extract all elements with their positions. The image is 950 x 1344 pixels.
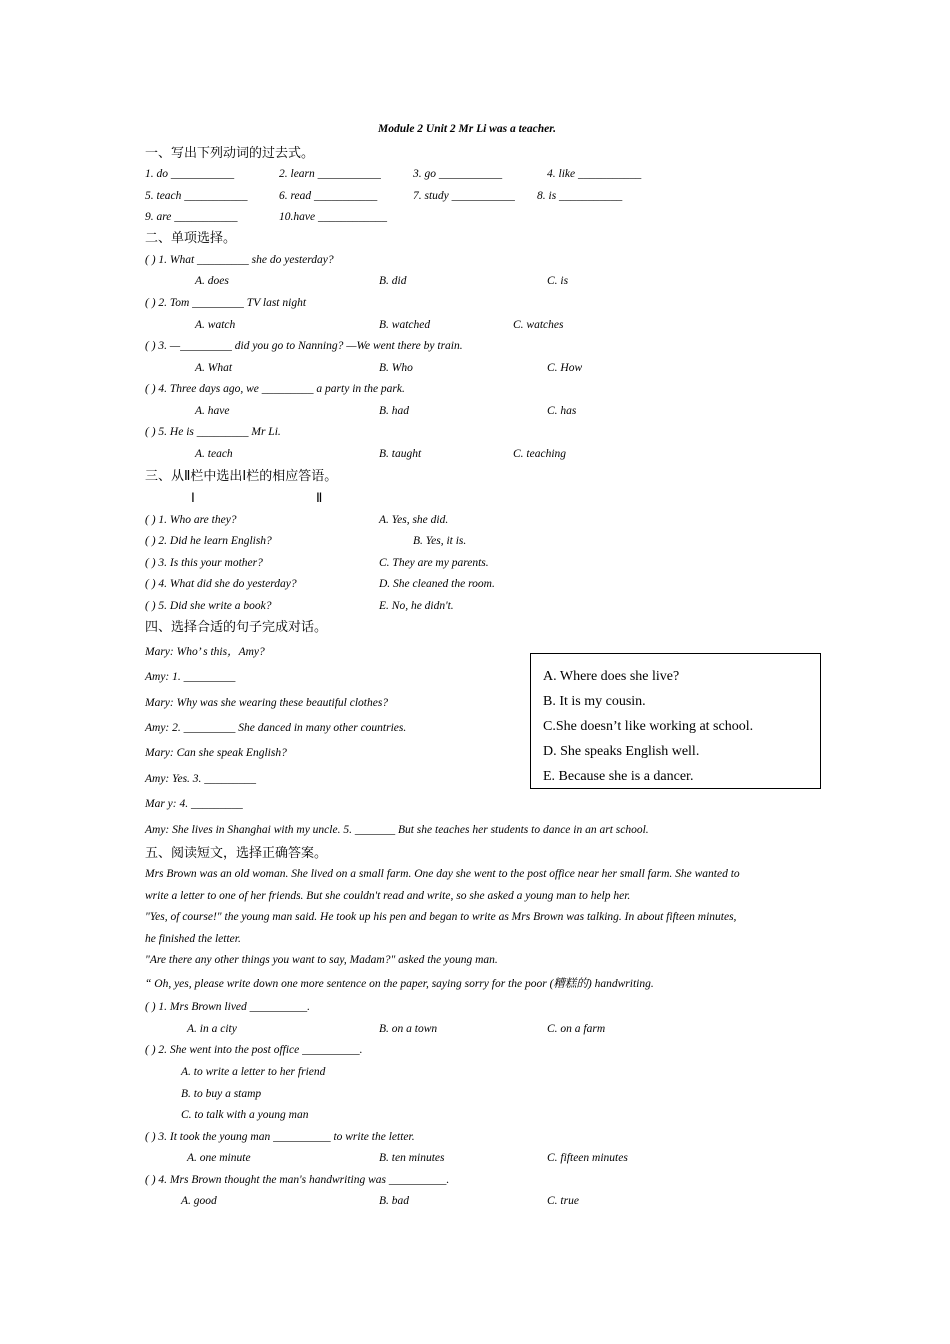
verb-item-7: 7. study ___________ bbox=[413, 190, 515, 202]
box-option-c: C.She doesn’t like working at school. bbox=[543, 719, 754, 734]
match-left-2: ( ) 2. Did he learn English? bbox=[145, 535, 272, 547]
section3-heading: 三、从Ⅱ栏中选出Ⅰ栏的相应答语。 bbox=[145, 469, 338, 484]
reading-option: C. true bbox=[547, 1195, 579, 1207]
column-2-header: Ⅱ bbox=[316, 490, 323, 505]
match-left-4: ( ) 4. What did she do yesterday? bbox=[145, 578, 297, 590]
mc-option: C. is bbox=[547, 275, 569, 287]
verb-item-3: 3. go ___________ bbox=[413, 168, 503, 180]
mc-option: A. have bbox=[195, 405, 230, 417]
match-right-d: D. She cleaned the room. bbox=[379, 578, 495, 590]
match-left-3: ( ) 3. Is this your mother? bbox=[145, 557, 263, 569]
reading-option: C. to talk with a young man bbox=[181, 1109, 309, 1121]
dialogue-line-8: Amy: She lives in Shanghai with my uncle. 5. _______ But she teaches her students to dance in an art school. bbox=[145, 824, 649, 836]
reading-option: A. to write a letter to her friend bbox=[181, 1066, 326, 1078]
verb-item-10: 10.have ____________ bbox=[279, 211, 387, 223]
verb-item-1: 1. do ___________ bbox=[145, 168, 235, 180]
mc-option: A. What bbox=[195, 362, 233, 374]
match-left-1: ( ) 1. Who are they? bbox=[145, 514, 237, 526]
reading-option: B. bad bbox=[379, 1195, 410, 1207]
box-option-b: B. It is my cousin. bbox=[543, 694, 646, 709]
mc-option: A. does bbox=[195, 275, 229, 287]
reading-question-2: ( ) 2. She went into the post office __________. bbox=[145, 1044, 363, 1056]
dialogue-line-6: Amy: Yes. 3. _________ bbox=[145, 773, 257, 785]
verb-item-8: 8. is ___________ bbox=[537, 190, 623, 202]
mc-option: C. watches bbox=[513, 319, 564, 331]
box-option-e: E. Because she is a dancer. bbox=[543, 769, 694, 784]
match-left-5: ( ) 5. Did she write a book? bbox=[145, 600, 272, 612]
verb-item-4: 4. like ___________ bbox=[547, 168, 642, 180]
verb-item-6: 6. read ___________ bbox=[279, 190, 378, 202]
dialogue-line-7: Mar y: 4. _________ bbox=[145, 798, 243, 810]
match-right-b: B. Yes, it is. bbox=[413, 535, 467, 547]
mc-option: B. Who bbox=[379, 362, 413, 374]
passage-line-3: "Yes, of course!" the young man said. He took up his pen and began to write as Mrs Brown was talking. In about fifteen minutes, bbox=[145, 911, 737, 923]
mc-option: C. How bbox=[547, 362, 583, 374]
dialogue-line-5: Mary: Can she speak English? bbox=[145, 747, 287, 759]
box-option-a: A. Where does she live? bbox=[543, 669, 680, 684]
match-right-e: E. No, he didn't. bbox=[379, 600, 454, 612]
mc-option: A. watch bbox=[195, 319, 236, 331]
dialogue-line-2: Amy: 1. _________ bbox=[145, 671, 236, 683]
dialogue-line-3: Mary: Why was she wearing these beautiful clothes? bbox=[145, 697, 389, 709]
match-right-a: A. Yes, she did. bbox=[379, 514, 449, 526]
dialogue-line-1: Mary: Who’ s this，Amy? bbox=[145, 646, 265, 658]
reading-question-3: ( ) 3. It took the young man __________ to write the letter. bbox=[145, 1131, 415, 1143]
reading-option: B. to buy a stamp bbox=[181, 1088, 262, 1100]
reading-option: B. ten minutes bbox=[379, 1152, 445, 1164]
mc-option: B. did bbox=[379, 275, 407, 287]
match-right-c: C. They are my parents. bbox=[379, 557, 489, 569]
mc-question-1: ( ) 1. What _________ she do yesterday? bbox=[145, 254, 334, 266]
reading-option: B. on a town bbox=[379, 1023, 438, 1035]
section1-heading: 一、写出下列动词的过去式。 bbox=[145, 146, 315, 161]
passage-line-6: “ Oh, yes, please write down one more sentence on the paper, saying sorry for the poor (糟糕的) handwriting. bbox=[145, 978, 654, 990]
page-title: Module 2 Unit 2 Mr Li was a teacher. bbox=[378, 123, 556, 135]
reading-question-1: ( ) 1. Mrs Brown lived __________. bbox=[145, 1001, 311, 1013]
mc-option: B. taught bbox=[379, 448, 422, 460]
reading-question-4: ( ) 4. Mrs Brown thought the man's handwriting was __________. bbox=[145, 1174, 450, 1186]
mc-option: B. had bbox=[379, 405, 410, 417]
mc-option: B. watched bbox=[379, 319, 431, 331]
options-box bbox=[530, 653, 821, 789]
passage-line-2: write a letter to one of her friends. But she couldn't read and write, so she asked a young man to help her. bbox=[145, 890, 631, 902]
reading-option: C. on a farm bbox=[547, 1023, 606, 1035]
section2-heading: 二、单项选择。 bbox=[145, 231, 237, 246]
column-1-header: Ⅰ bbox=[191, 490, 195, 505]
passage-line-4: he finished the letter. bbox=[145, 933, 241, 945]
mc-question-4: ( ) 4. Three days ago, we _________ a party in the park. bbox=[145, 383, 405, 395]
passage-line-1: Mrs Brown was an old woman. She lived on a small farm. One day she went to the post office near her small farm. She wanted to bbox=[145, 868, 740, 880]
box-option-d: D. She speaks English well. bbox=[543, 744, 700, 759]
verb-item-5: 5. teach ___________ bbox=[145, 190, 248, 202]
mc-option: A. teach bbox=[195, 448, 233, 460]
mc-option: C. has bbox=[547, 405, 577, 417]
reading-option: A. good bbox=[181, 1195, 217, 1207]
verb-item-2: 2. learn ___________ bbox=[279, 168, 381, 180]
reading-option: A. one minute bbox=[187, 1152, 251, 1164]
verb-item-9: 9. are ___________ bbox=[145, 211, 238, 223]
passage-line-5: "Are there any other things you want to say, Madam?" asked the young man. bbox=[145, 954, 498, 966]
dialogue-line-4: Amy: 2. _________ She danced in many other countries. bbox=[145, 722, 407, 734]
section5-heading: 五、阅读短文，选择正确答案。 bbox=[145, 846, 328, 861]
mc-question-2: ( ) 2. Tom _________ TV last night bbox=[145, 297, 307, 309]
mc-question-5: ( ) 5. He is _________ Mr Li. bbox=[145, 426, 281, 438]
section4-heading: 四、选择合适的句子完成对话。 bbox=[145, 620, 328, 635]
reading-option: A. in a city bbox=[187, 1023, 237, 1035]
mc-question-3: ( ) 3. —_________ did you go to Nanning? —We went there by train. bbox=[145, 340, 463, 352]
mc-option: C. teaching bbox=[513, 448, 567, 460]
reading-option: C. fifteen minutes bbox=[547, 1152, 628, 1164]
